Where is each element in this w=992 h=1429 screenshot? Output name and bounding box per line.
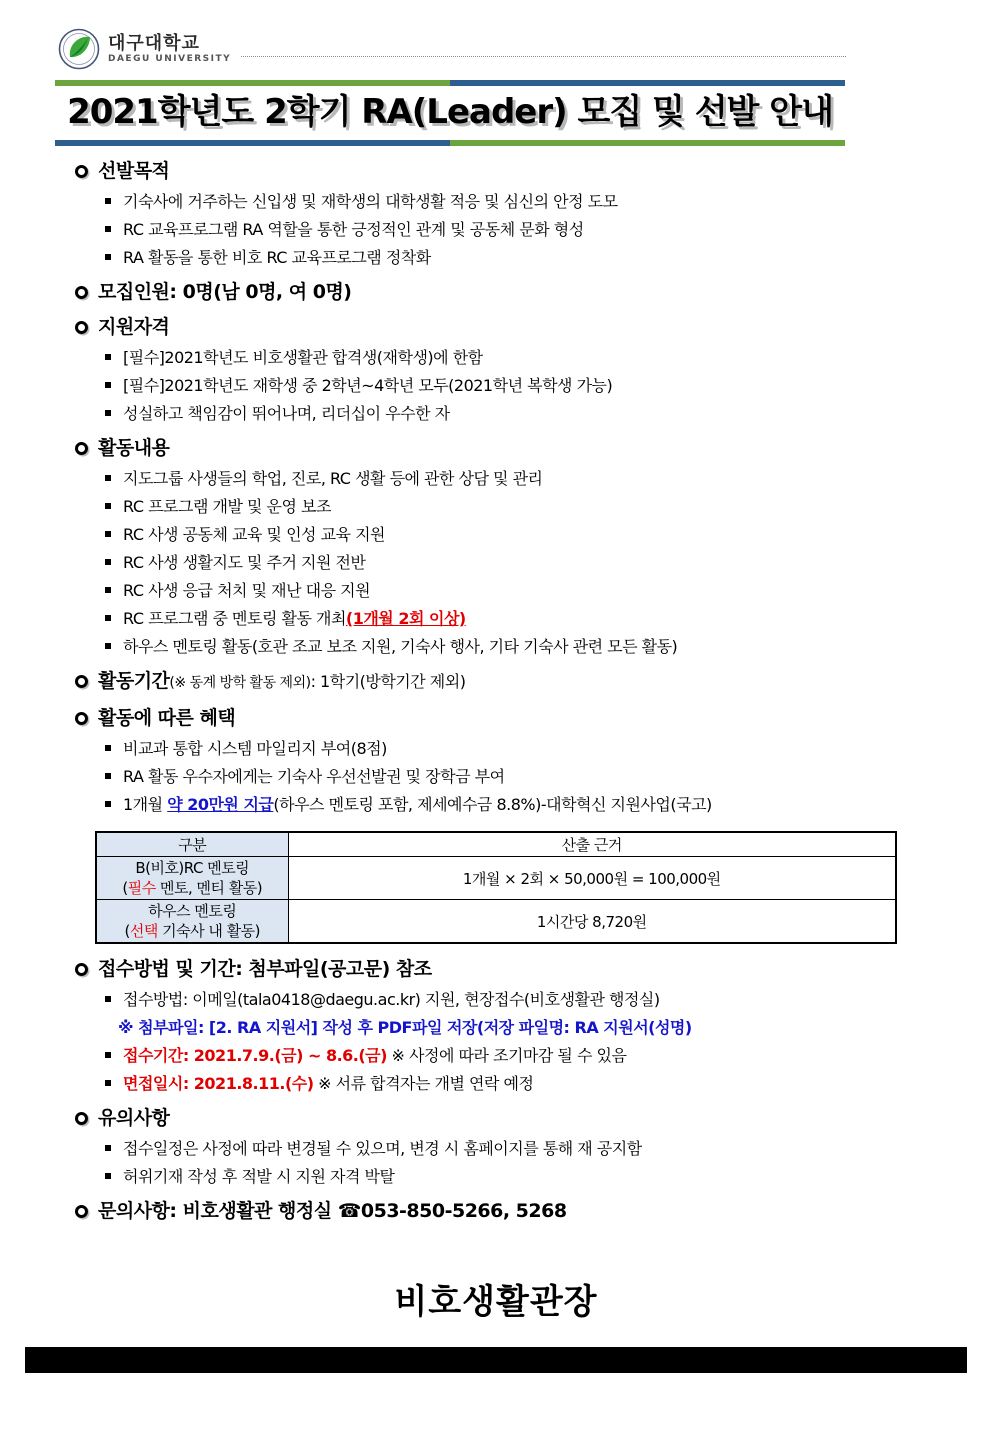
- circle-bullet-icon: [75, 963, 88, 976]
- item-text: 접수일정은 사정에 따라 변경될 수 있으며, 변경 시 홈페이지를 통해 재 공지함: [123, 1139, 642, 1158]
- section-title: 모집인원: 0명(남 0명, 여 0명): [98, 281, 352, 303]
- circle-bullet-icon: [75, 321, 88, 334]
- table-row: [96, 857, 896, 900]
- category-name: 하우스 멘토링: [148, 902, 237, 920]
- content: [0, 156, 992, 1226]
- list-item-attachment-note: [118, 1014, 992, 1042]
- logo-text: [108, 34, 231, 65]
- mentoring-frequency-highlight: (1개월 2회 이상): [345, 609, 466, 628]
- square-bullet-icon: [105, 503, 111, 509]
- circle-bullet-icon: [75, 1205, 88, 1218]
- table-row: [96, 900, 896, 944]
- square-bullet-icon: [105, 354, 111, 360]
- logo-english-name: DAEGU UNIVERSITY: [108, 53, 232, 64]
- category-detail: [101, 921, 284, 941]
- section-heading-purpose: [75, 156, 992, 186]
- list-item: [105, 521, 992, 549]
- category-detail: [101, 878, 284, 898]
- square-bullet-icon: [105, 615, 111, 621]
- text: 기숙사 내 활동): [157, 922, 260, 940]
- dotted-divider: [241, 56, 846, 57]
- list-item: [105, 577, 992, 605]
- text: (: [124, 922, 130, 940]
- optional-flag: 선택: [129, 922, 158, 940]
- category-cell: [96, 857, 288, 900]
- list-item: [105, 735, 992, 763]
- stripe-segment-blue: [55, 140, 450, 146]
- square-bullet-icon: [105, 745, 111, 751]
- required-flag: 필수: [127, 879, 156, 897]
- category-cell: [96, 900, 288, 944]
- phone-icon: ☎: [337, 1200, 361, 1222]
- list-item: [105, 465, 992, 493]
- circle-bullet-icon: [75, 165, 88, 178]
- section-title: 활동에 따른 혜택: [98, 707, 236, 729]
- list-item: [105, 188, 992, 216]
- square-bullet-icon: [105, 254, 111, 260]
- square-bullet-icon: [105, 410, 111, 416]
- header: [58, 26, 846, 72]
- section-heading-period: [75, 666, 992, 698]
- section-title: 지원자격: [98, 316, 170, 338]
- stripe-segment-green: [450, 140, 845, 146]
- circle-bullet-icon: [75, 286, 88, 299]
- item-text: RA 활동을 통한 비호 RC 교육프로그램 정착화: [123, 248, 431, 267]
- circle-bullet-icon: [75, 442, 88, 455]
- item-text: [필수]2021학년도 재학생 중 2학년~4학년 모두(2021학년 복학생 가능): [123, 376, 613, 395]
- page-title: 2021학년도 2학기 RA(Leader) 모집 및 선발 안내: [67, 92, 833, 132]
- section-title: 유의사항: [98, 1107, 170, 1129]
- payment-amount-highlight: 약 20만원 지급: [167, 795, 274, 814]
- signature-title: 비호생활관장: [394, 1282, 598, 1322]
- item-text: 1개월: [123, 795, 168, 814]
- section-heading-benefits: [75, 703, 992, 733]
- list-item: [105, 1163, 992, 1191]
- section-heading-notes: [75, 1103, 992, 1133]
- square-bullet-icon: [105, 773, 111, 779]
- period-note: (※ 동계 방학 활동 제외): [169, 675, 311, 691]
- basis-cell: 1개월 × 2회 × 50,000원 = 100,000원: [288, 857, 896, 900]
- item-text: 성실하고 책임감이 뛰어나며, 리더십이 우수한 자: [123, 404, 450, 423]
- item-text: RC 사생 생활지도 및 주거 지원 전반: [123, 553, 366, 572]
- circle-bullet-icon: [75, 1112, 88, 1125]
- section-title: 선발목적: [98, 160, 170, 182]
- application-period: 접수기간: 2021.7.9.(금) ~ 8.6.(금): [123, 1046, 387, 1065]
- square-bullet-icon: [105, 226, 111, 232]
- square-bullet-icon: [105, 198, 111, 204]
- square-bullet-icon: [105, 587, 111, 593]
- section-heading-contact: [75, 1196, 992, 1226]
- logo-korean-name: 대구대학교: [108, 32, 200, 54]
- square-bullet-icon: [105, 643, 111, 649]
- item-text: [필수]2021학년도 비호생활관 합격생(재학생)에 한함: [123, 348, 483, 367]
- square-bullet-icon: [105, 1080, 111, 1086]
- square-bullet-icon: [105, 1173, 111, 1179]
- list-item-mentoring: [105, 605, 992, 633]
- square-bullet-icon: [105, 801, 111, 807]
- item-text: (하우스 멘토링 포함, 제세예수금 8.8%)-대학혁신 지원사업(국고): [273, 795, 712, 814]
- phone-numbers: 053-850-5266, 5268: [360, 1200, 567, 1222]
- item-text: ※ 사정에 따라 조기마감 될 수 있음: [386, 1046, 627, 1065]
- payment-basis-table: [95, 831, 897, 944]
- item-text: ※ 서류 합격자는 개별 연락 예정: [313, 1074, 534, 1093]
- square-bullet-icon: [105, 531, 111, 537]
- list-item: [105, 493, 992, 521]
- item-text: RC 프로그램 개발 및 운영 보조: [123, 497, 331, 516]
- document-page: [0, 26, 992, 1373]
- table-header-row: [96, 832, 896, 857]
- contact-text: 문의사항: 비호생활관 행정실: [98, 1200, 338, 1222]
- title-banner: [55, 80, 845, 146]
- text: 멘토, 멘티 활동): [155, 879, 263, 897]
- column-header-basis: 산출 근거: [288, 832, 896, 857]
- basis-cell: 1시간당 8,720원: [288, 900, 896, 944]
- attachment-note-text: ※ 첨부파일: [2. RA 지원서] 작성 후 PDF파일 저장(저장 파일명: RA 지원서(성명): [118, 1018, 692, 1037]
- category-name: B(비호)RC 멘토링: [135, 859, 250, 877]
- item-text: 비교과 통합 시스템 마일리지 부여(8점): [123, 739, 387, 758]
- section-title: 접수방법 및 기간: 첨부파일(공고문) 참조: [98, 958, 432, 980]
- section-heading-qualification: [75, 312, 992, 342]
- square-bullet-icon: [105, 475, 111, 481]
- column-header-category: 구분: [96, 832, 288, 857]
- item-text: 허위기재 작성 후 적발 시 지원 자격 박탈: [123, 1167, 395, 1186]
- footer-black-bar: [25, 1347, 967, 1373]
- section-title: 활동기간: [98, 670, 170, 692]
- circle-bullet-icon: [75, 712, 88, 725]
- list-item-interview-date: [105, 1070, 992, 1098]
- title-bottom-stripe: [55, 140, 845, 146]
- item-text: 기숙사에 거주하는 신입생 및 재학생의 대학생활 적응 및 심신의 안정 도모: [123, 192, 618, 211]
- period-value: : 1학기(방학기간 제외): [310, 672, 466, 691]
- interview-date: 면접일시: 2021.8.11.(수): [123, 1074, 314, 1093]
- item-text: RC 교육프로그램 RA 역할을 통한 긍정적인 관계 및 공동체 문화 형성: [123, 220, 584, 239]
- list-item: [105, 372, 992, 400]
- list-item: [105, 763, 992, 791]
- list-item: [105, 244, 992, 272]
- section-title: 활동내용: [98, 437, 170, 459]
- section-heading-application: [75, 954, 992, 984]
- item-text: RC 사생 응급 처치 및 재난 대응 지원: [123, 581, 371, 600]
- daegu-university-logo-icon: [58, 28, 100, 70]
- square-bullet-icon: [105, 382, 111, 388]
- item-text: RC 사생 공동체 교육 및 인성 교육 지원: [123, 525, 385, 544]
- circle-bullet-icon: [75, 675, 88, 688]
- list-item-application-period: [105, 1042, 992, 1070]
- list-item: [105, 633, 992, 661]
- square-bullet-icon: [105, 996, 111, 1002]
- list-item-method: [105, 986, 992, 1014]
- section-heading-recruit-count: [75, 277, 992, 307]
- square-bullet-icon: [105, 559, 111, 565]
- square-bullet-icon: [105, 1052, 111, 1058]
- item-text: 지도그룹 사생들의 학업, 진로, RC 생활 등에 관한 상담 및 관리: [123, 469, 543, 488]
- list-item: [105, 344, 992, 372]
- item-text: RA 활동 우수자에게는 기숙사 우선선발권 및 장학금 부여: [123, 767, 505, 786]
- item-text: RC 프로그램 중 멘토링 활동 개최: [123, 609, 346, 628]
- list-item: [105, 1135, 992, 1163]
- item-text: 접수방법: 이메일(tala0418@daegu.ac.kr) 지원, 현장접수(비호생활관 행정실): [123, 990, 660, 1009]
- list-item: [105, 549, 992, 577]
- list-item: [105, 400, 992, 428]
- list-item: [105, 216, 992, 244]
- text: (: [122, 879, 128, 897]
- section-heading-activities: [75, 433, 992, 463]
- item-text: 하우스 멘토링 활동(호관 조교 보조 지원, 기숙사 행사, 기타 기숙사 관련 모든 활동): [123, 637, 678, 656]
- square-bullet-icon: [105, 1145, 111, 1151]
- list-item-payment: [105, 791, 992, 819]
